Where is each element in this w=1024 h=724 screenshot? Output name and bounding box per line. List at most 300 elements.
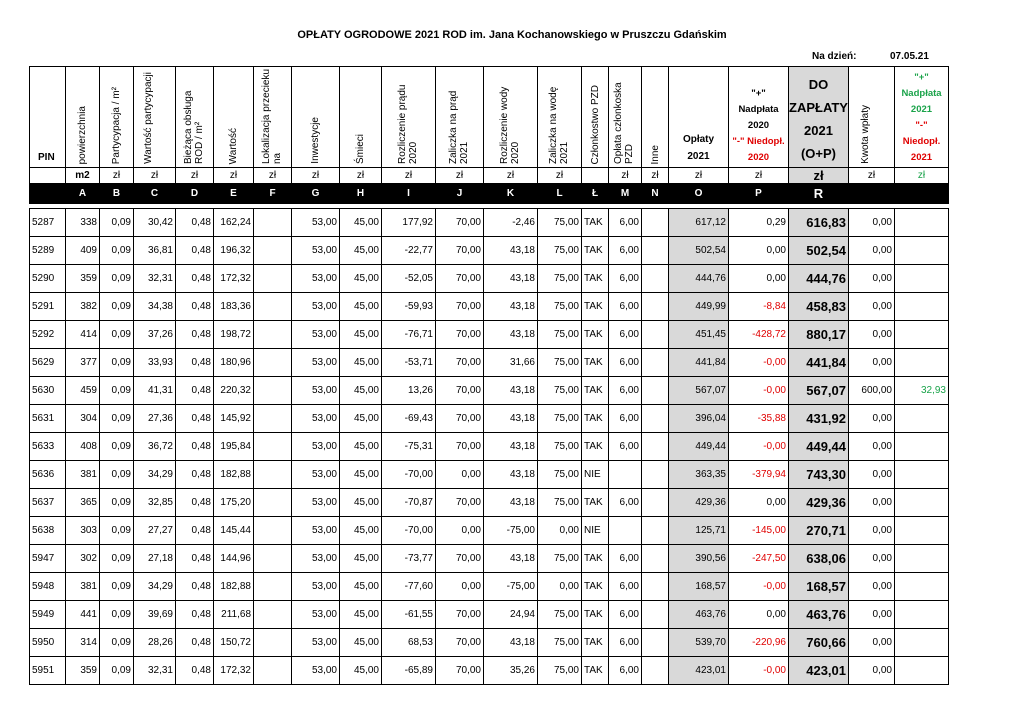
- table-cell: 39,69: [134, 601, 176, 629]
- table-row: [30, 489, 949, 517]
- table-cell: 0,00: [849, 657, 895, 685]
- table-cell: 5629: [30, 349, 66, 377]
- table-cell: 0,48: [176, 545, 214, 573]
- table-cell: 0,48: [176, 405, 214, 433]
- table-cell: 0,09: [100, 573, 134, 601]
- table-cell: 0,00: [849, 321, 895, 349]
- table-cell: -53,71: [382, 349, 436, 377]
- table-cell: 302: [66, 545, 100, 573]
- table-cell: 75,00: [538, 489, 582, 517]
- table-cell: 0,00: [849, 349, 895, 377]
- table-cell: 0,09: [100, 629, 134, 657]
- table-cell: 150,72: [214, 629, 254, 657]
- date-label: Na dzień:: [812, 51, 857, 62]
- table-cell: 75,00: [538, 237, 582, 265]
- col-lokalizacja-header: Lokalizacja przecieku na: [254, 67, 292, 168]
- table-cell: 0,48: [176, 293, 214, 321]
- table-cell: 429,36: [789, 489, 849, 517]
- column-letter-cell: H: [340, 184, 382, 204]
- table-cell: 45,00: [340, 601, 382, 629]
- table-cell: 177,92: [382, 209, 436, 237]
- table-cell: [254, 657, 292, 685]
- table-cell: 36,72: [134, 433, 176, 461]
- table-cell: 0,09: [100, 377, 134, 405]
- table-cell: 429,36: [669, 489, 729, 517]
- unit-cell: zł: [895, 168, 949, 184]
- table-row: [30, 657, 949, 685]
- table-cell: [609, 517, 642, 545]
- table-row: [30, 573, 949, 601]
- table-cell: [642, 489, 669, 517]
- table-cell: [642, 657, 669, 685]
- table-cell: 45,00: [340, 489, 382, 517]
- table-cell: 34,38: [134, 293, 176, 321]
- col-oplata-czlonkowska-header: Opłata członkoska PZD: [609, 67, 642, 168]
- unit-cell: zł: [538, 168, 582, 184]
- col-powierzchnia-header: powierzchnia: [66, 67, 100, 168]
- table-cell: 567,07: [669, 377, 729, 405]
- column-letter-cell: C: [134, 184, 176, 204]
- table-cell: 172,32: [214, 265, 254, 293]
- table-cell: TAK: [582, 405, 609, 433]
- table-cell: 0,00: [849, 629, 895, 657]
- table-cell: 390,56: [669, 545, 729, 573]
- table-cell: TAK: [582, 573, 609, 601]
- unit-cell: zł: [382, 168, 436, 184]
- table-cell: [895, 237, 949, 265]
- table-cell: TAK: [582, 489, 609, 517]
- table-cell: 459: [66, 377, 100, 405]
- table-cell: TAK: [582, 545, 609, 573]
- column-letter-cell: F: [254, 184, 292, 204]
- table-cell: 449,44: [669, 433, 729, 461]
- table-cell: -70,87: [382, 489, 436, 517]
- table-cell: 0,00: [849, 573, 895, 601]
- table-cell: 68,53: [382, 629, 436, 657]
- table-cell: 0,09: [100, 517, 134, 545]
- table-cell: 0,00: [849, 237, 895, 265]
- table-cell: 0,09: [100, 461, 134, 489]
- table-cell: 5947: [30, 545, 66, 573]
- unit-cell: zł: [436, 168, 484, 184]
- table-cell: 502,54: [789, 237, 849, 265]
- table-cell: 70,00: [436, 601, 484, 629]
- table-cell: 0,00: [729, 237, 789, 265]
- table-cell: TAK: [582, 237, 609, 265]
- table-cell: 502,54: [669, 237, 729, 265]
- table-cell: -247,50: [729, 545, 789, 573]
- table-cell: 32,31: [134, 265, 176, 293]
- unit-cell: zł: [254, 168, 292, 184]
- table-cell: 414: [66, 321, 100, 349]
- table-cell: 0,48: [176, 573, 214, 601]
- table-cell: 24,94: [484, 601, 538, 629]
- table-cell: 0,09: [100, 489, 134, 517]
- table-cell: TAK: [582, 321, 609, 349]
- table-cell: [895, 321, 949, 349]
- table-cell: [642, 545, 669, 573]
- column-letter-cell: R: [789, 184, 849, 204]
- table-cell: 600,00: [849, 377, 895, 405]
- unit-cell: zł: [292, 168, 340, 184]
- table-cell: -75,31: [382, 433, 436, 461]
- table-cell: [254, 377, 292, 405]
- table-cell: TAK: [582, 349, 609, 377]
- table-cell: NIE: [582, 461, 609, 489]
- table-row: [30, 237, 949, 265]
- table-cell: 45,00: [340, 349, 382, 377]
- table-cell: 6,00: [609, 321, 642, 349]
- table-cell: 75,00: [538, 405, 582, 433]
- table-cell: 196,32: [214, 237, 254, 265]
- table-cell: 34,29: [134, 461, 176, 489]
- col-pin-header: PIN: [30, 67, 66, 168]
- column-letter-cell: G: [292, 184, 340, 204]
- table-cell: 45,00: [340, 461, 382, 489]
- table-cell: 449,99: [669, 293, 729, 321]
- table-cell: TAK: [582, 657, 609, 685]
- table-cell: 45,00: [340, 209, 382, 237]
- table-cell: 0,00: [436, 573, 484, 601]
- col-kwota-wplaty-header: Kwota wpłaty: [849, 67, 895, 168]
- table-cell: 70,00: [436, 657, 484, 685]
- col-nadplata-2021-header: "+" Nadpłata 2021 "-" Niedopł. 2021: [895, 67, 949, 168]
- table-cell: 75,00: [538, 545, 582, 573]
- col-nadplata-2020-header: "+" Nadpłata 2020 "-" Niedopł. 2020: [729, 67, 789, 168]
- table-cell: 638,06: [789, 545, 849, 573]
- column-letter-cell: N: [642, 184, 669, 204]
- table-cell: TAK: [582, 265, 609, 293]
- table-cell: [254, 461, 292, 489]
- table-cell: [642, 237, 669, 265]
- table-cell: -8,84: [729, 293, 789, 321]
- table-cell: [895, 657, 949, 685]
- table-cell: 743,30: [789, 461, 849, 489]
- table-cell: TAK: [582, 377, 609, 405]
- table-cell: 409: [66, 237, 100, 265]
- table-cell: -52,05: [382, 265, 436, 293]
- table-cell: 381: [66, 573, 100, 601]
- unit-cell: zł: [176, 168, 214, 184]
- table-cell: [895, 265, 949, 293]
- table-cell: -0,00: [729, 377, 789, 405]
- table-cell: [895, 461, 949, 489]
- table-cell: -76,71: [382, 321, 436, 349]
- col-czlonkostwo-header: Członkostwo PZD: [582, 67, 609, 168]
- unit-cell: zł: [484, 168, 538, 184]
- table-cell: 5631: [30, 405, 66, 433]
- table-cell: 880,17: [789, 321, 849, 349]
- table-cell: 198,72: [214, 321, 254, 349]
- table-cell: 70,00: [436, 377, 484, 405]
- table-cell: 43,18: [484, 629, 538, 657]
- table-cell: TAK: [582, 209, 609, 237]
- table-cell: 32,31: [134, 657, 176, 685]
- table-cell: 53,00: [292, 517, 340, 545]
- table-cell: 0,09: [100, 405, 134, 433]
- table-cell: [254, 321, 292, 349]
- table-cell: 70,00: [436, 293, 484, 321]
- table-cell: 70,00: [436, 349, 484, 377]
- table-cell: 53,00: [292, 237, 340, 265]
- table-cell: 0,48: [176, 517, 214, 545]
- table-cell: 431,92: [789, 405, 849, 433]
- table-cell: 53,00: [292, 601, 340, 629]
- table-cell: 359: [66, 657, 100, 685]
- table-cell: 180,96: [214, 349, 254, 377]
- unit-cell: zł: [134, 168, 176, 184]
- table-cell: 0,09: [100, 545, 134, 573]
- table-cell: TAK: [582, 293, 609, 321]
- column-letter-cell: [849, 184, 895, 204]
- table-cell: 0,29: [729, 209, 789, 237]
- table-cell: 75,00: [538, 209, 582, 237]
- header-row: [30, 67, 949, 168]
- table-cell: 75,00: [538, 433, 582, 461]
- table-cell: 382: [66, 293, 100, 321]
- column-letter-cell: [895, 184, 949, 204]
- table-cell: 6,00: [609, 237, 642, 265]
- table-cell: 45,00: [340, 629, 382, 657]
- table-cell: 5289: [30, 237, 66, 265]
- col-partycypacja-header: Partycypacja / m²: [100, 67, 134, 168]
- table-cell: 5949: [30, 601, 66, 629]
- table-cell: 6,00: [609, 601, 642, 629]
- table-cell: -59,93: [382, 293, 436, 321]
- table-cell: [895, 545, 949, 573]
- table-cell: [895, 209, 949, 237]
- table-cell: 0,09: [100, 237, 134, 265]
- table-cell: -75,00: [484, 517, 538, 545]
- table-cell: [895, 517, 949, 545]
- table-cell: 28,26: [134, 629, 176, 657]
- table-row: [30, 545, 949, 573]
- table-cell: 145,44: [214, 517, 254, 545]
- table-cell: [254, 601, 292, 629]
- column-letter-cell: A: [66, 184, 100, 204]
- table-row: [30, 293, 949, 321]
- page-title: OPŁATY OGRODOWE 2021 ROD im. Jana Kochanowskiego w Pruszczu Gdańskim: [297, 29, 727, 41]
- table-cell: 37,26: [134, 321, 176, 349]
- table-cell: 6,00: [609, 265, 642, 293]
- table-cell: -2,46: [484, 209, 538, 237]
- table-cell: 0,48: [176, 349, 214, 377]
- table-cell: NIE: [582, 517, 609, 545]
- table-cell: 43,18: [484, 237, 538, 265]
- table-cell: [254, 237, 292, 265]
- table-cell: 45,00: [340, 433, 382, 461]
- fees-table: [29, 66, 949, 685]
- table-cell: 53,00: [292, 657, 340, 685]
- table-cell: 314: [66, 629, 100, 657]
- table-cell: 6,00: [609, 657, 642, 685]
- col-biezaca-header: Bieżąca obsługa ROD / m²: [176, 67, 214, 168]
- table-cell: 6,00: [609, 293, 642, 321]
- unit-cell: m2: [66, 168, 100, 184]
- table-cell: 6,00: [609, 629, 642, 657]
- table-cell: -65,89: [382, 657, 436, 685]
- table-cell: -0,00: [729, 573, 789, 601]
- table-cell: 0,09: [100, 265, 134, 293]
- table-cell: -70,00: [382, 461, 436, 489]
- table-cell: 451,45: [669, 321, 729, 349]
- table-cell: 145,92: [214, 405, 254, 433]
- table-cell: 53,00: [292, 629, 340, 657]
- table-row: [30, 405, 949, 433]
- table-cell: 70,00: [436, 629, 484, 657]
- table-row: [30, 601, 949, 629]
- table-cell: 5951: [30, 657, 66, 685]
- table-row: [30, 461, 949, 489]
- table-cell: [642, 265, 669, 293]
- column-letter-cell: L: [538, 184, 582, 204]
- table-cell: -73,77: [382, 545, 436, 573]
- table-cell: 377: [66, 349, 100, 377]
- table-cell: [642, 601, 669, 629]
- table-cell: [254, 629, 292, 657]
- col-zaliczka-woda-header: Zaliczka na wodę 2021: [538, 67, 582, 168]
- table-row: [30, 377, 949, 405]
- table-cell: 211,68: [214, 601, 254, 629]
- table-cell: 45,00: [340, 237, 382, 265]
- table-cell: -220,96: [729, 629, 789, 657]
- table-cell: 5636: [30, 461, 66, 489]
- table-cell: 70,00: [436, 405, 484, 433]
- table-cell: -145,00: [729, 517, 789, 545]
- table-cell: 5630: [30, 377, 66, 405]
- table-cell: 43,18: [484, 461, 538, 489]
- col-inwestycje-header: Inwestycje: [292, 67, 340, 168]
- table-cell: 220,32: [214, 377, 254, 405]
- table-cell: 75,00: [538, 349, 582, 377]
- table-cell: 43,18: [484, 433, 538, 461]
- column-letter-cell: [30, 184, 66, 204]
- column-letter-cell: J: [436, 184, 484, 204]
- table-cell: -428,72: [729, 321, 789, 349]
- unit-cell: zł: [849, 168, 895, 184]
- table-cell: -75,00: [484, 573, 538, 601]
- column-letter-cell: P: [729, 184, 789, 204]
- table-cell: 53,00: [292, 433, 340, 461]
- column-letter-cell: M: [609, 184, 642, 204]
- table-cell: 0,48: [176, 489, 214, 517]
- table-cell: 183,36: [214, 293, 254, 321]
- table-row: [30, 433, 949, 461]
- table-cell: 43,18: [484, 293, 538, 321]
- table-cell: 168,57: [789, 573, 849, 601]
- table-cell: 0,09: [100, 293, 134, 321]
- table-cell: 182,88: [214, 573, 254, 601]
- table-cell: 539,70: [669, 629, 729, 657]
- table-cell: 45,00: [340, 517, 382, 545]
- table-cell: 34,29: [134, 573, 176, 601]
- table-cell: 6,00: [609, 377, 642, 405]
- table-cell: -61,55: [382, 601, 436, 629]
- table-cell: -379,94: [729, 461, 789, 489]
- table-cell: 75,00: [538, 265, 582, 293]
- table-cell: [254, 573, 292, 601]
- column-letter-cell: O: [669, 184, 729, 204]
- table-row: [30, 517, 949, 545]
- table-cell: 70,00: [436, 321, 484, 349]
- table-cell: [895, 349, 949, 377]
- table-cell: 162,24: [214, 209, 254, 237]
- table-cell: 70,00: [436, 433, 484, 461]
- col-oplaty-header: Opłaty 2021: [669, 67, 729, 168]
- table-cell: 0,00: [436, 517, 484, 545]
- unit-cell: zł: [669, 168, 729, 184]
- table-cell: 5291: [30, 293, 66, 321]
- table-cell: [642, 573, 669, 601]
- table-cell: 463,76: [669, 601, 729, 629]
- table-cell: [254, 265, 292, 293]
- unit-cell: zł: [729, 168, 789, 184]
- table-cell: 0,00: [849, 405, 895, 433]
- table-cell: [895, 629, 949, 657]
- table-cell: 30,42: [134, 209, 176, 237]
- table-cell: 0,00: [436, 461, 484, 489]
- table-cell: 75,00: [538, 629, 582, 657]
- table-cell: 53,00: [292, 405, 340, 433]
- table-cell: TAK: [582, 433, 609, 461]
- table-cell: 125,71: [669, 517, 729, 545]
- table-cell: -69,43: [382, 405, 436, 433]
- table-cell: [642, 209, 669, 237]
- table-cell: 338: [66, 209, 100, 237]
- table-cell: [895, 405, 949, 433]
- table-cell: 6,00: [609, 545, 642, 573]
- table-cell: 0,09: [100, 321, 134, 349]
- table-cell: 32,93: [895, 377, 949, 405]
- table-cell: 304: [66, 405, 100, 433]
- table-cell: 381: [66, 461, 100, 489]
- table-cell: 27,18: [134, 545, 176, 573]
- table-cell: 45,00: [340, 657, 382, 685]
- column-letter-cell: K: [484, 184, 538, 204]
- table-cell: 53,00: [292, 377, 340, 405]
- unit-cell: [582, 168, 609, 184]
- table-cell: 70,00: [436, 237, 484, 265]
- table-cell: [609, 461, 642, 489]
- table-cell: 0,09: [100, 657, 134, 685]
- table-cell: [642, 349, 669, 377]
- table-cell: 444,76: [669, 265, 729, 293]
- table-cell: 45,00: [340, 573, 382, 601]
- table-cell: 0,00: [849, 545, 895, 573]
- table-cell: 270,71: [789, 517, 849, 545]
- table-cell: [642, 321, 669, 349]
- table-cell: 75,00: [538, 461, 582, 489]
- table-cell: [254, 489, 292, 517]
- table-cell: 33,93: [134, 349, 176, 377]
- date-value: 07.05.21: [890, 51, 929, 62]
- table-cell: 53,00: [292, 293, 340, 321]
- col-inne-header: Inne: [642, 67, 669, 168]
- table-cell: 359: [66, 265, 100, 293]
- table-cell: [642, 517, 669, 545]
- col-rozliczenie-pradu-header: Rozliczenie prądu 2020: [382, 67, 436, 168]
- table-cell: [254, 349, 292, 377]
- table-cell: 45,00: [340, 545, 382, 573]
- table-cell: 53,00: [292, 209, 340, 237]
- table-cell: 5633: [30, 433, 66, 461]
- table-row: [30, 629, 949, 657]
- table-cell: 5637: [30, 489, 66, 517]
- table-cell: 0,00: [849, 265, 895, 293]
- table-cell: 75,00: [538, 657, 582, 685]
- table-cell: 0,00: [849, 601, 895, 629]
- table-cell: 0,00: [538, 517, 582, 545]
